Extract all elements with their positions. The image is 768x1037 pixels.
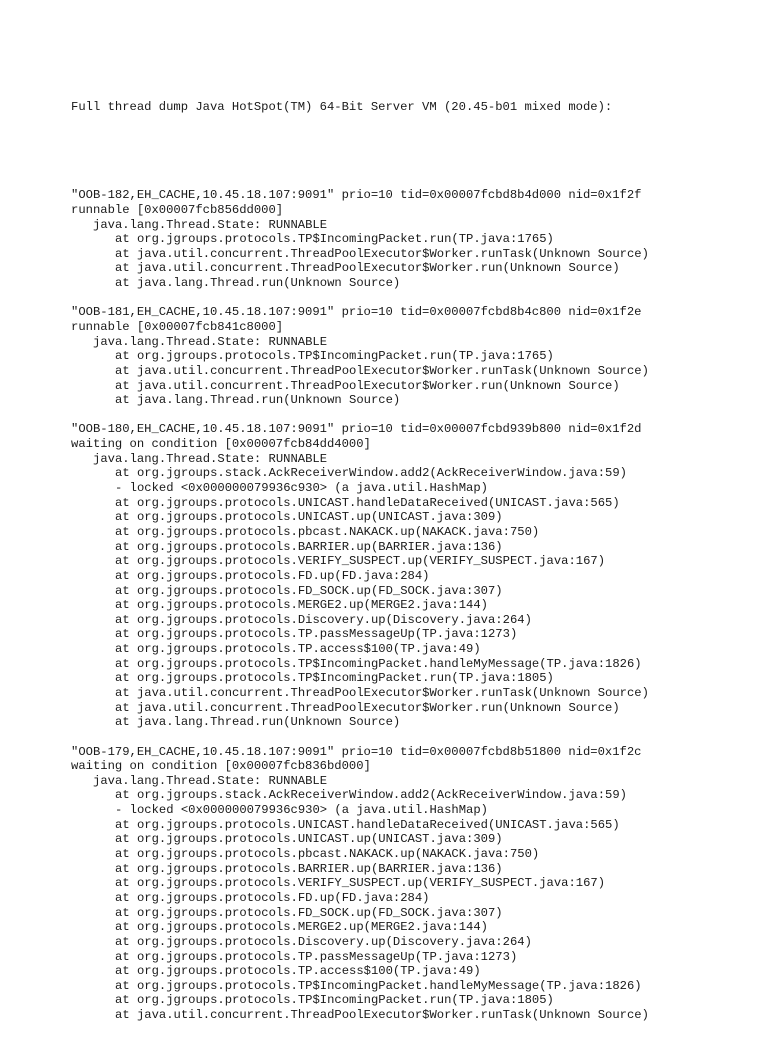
thread-title: "OOB-182,EH_CACHE,10.45.18.107:9091" prio=10 tid=0x00007fcbd8b4d000 nid=0x1f2f bbox=[71, 188, 642, 203]
stack-frame: at java.util.concurrent.ThreadPoolExecutor$Worker.runTask(Unknown Source) bbox=[115, 246, 649, 261]
stack-frame: at org.jgroups.protocols.TP$IncomingPacket.run(TP.java:1805) bbox=[115, 993, 554, 1008]
stack-frame: - locked <0x000000079936c930> (a java.util.HashMap) bbox=[115, 803, 488, 818]
stack-frame: at org.jgroups.protocols.VERIFY_SUSPECT.up(VERIFY_SUSPECT.java:167) bbox=[115, 876, 606, 891]
spacer bbox=[71, 730, 761, 745]
spacer bbox=[71, 408, 761, 423]
thread-status: runnable [0x00007fcb856dd000] bbox=[71, 202, 284, 217]
thread-state: java.lang.Thread.State: RUNNABLE bbox=[93, 451, 328, 466]
stack-frame: at org.jgroups.protocols.TP$IncomingPacket.handleMyMessage(TP.java:1826) bbox=[115, 656, 642, 671]
thread-title: "OOB-181,EH_CACHE,10.45.18.107:9091" prio=10 tid=0x00007fcbd8b4c800 nid=0x1f2e bbox=[71, 305, 642, 320]
thread-dump-document bbox=[71, 71, 761, 1037]
thread-state: java.lang.Thread.State: RUNNABLE bbox=[93, 334, 328, 349]
stack-frame: at org.jgroups.protocols.TP.passMessageUp(TP.java:1273) bbox=[115, 627, 518, 642]
stack-frame: at org.jgroups.protocols.TP.access$100(TP.java:49) bbox=[115, 642, 481, 657]
stack-frame: at java.lang.Thread.run(Unknown Source) bbox=[115, 715, 401, 730]
stack-frame: at org.jgroups.protocols.TP.passMessageUp(TP.java:1273) bbox=[115, 949, 518, 964]
stack-frame: at org.jgroups.protocols.BARRIER.up(BARRIER.java:136) bbox=[115, 861, 503, 876]
stack-frame: at org.jgroups.protocols.UNICAST.handleDataReceived(UNICAST.java:565) bbox=[115, 817, 620, 832]
stack-frame: at org.jgroups.protocols.Discovery.up(Discovery.java:264) bbox=[115, 934, 532, 949]
stack-frame: at org.jgroups.protocols.FD_SOCK.up(FD_SOCK.java:307) bbox=[115, 905, 503, 920]
thread-title: "OOB-180,EH_CACHE,10.45.18.107:9091" prio=10 tid=0x00007fcbd939b800 nid=0x1f2d bbox=[71, 422, 642, 437]
stack-frame: at org.jgroups.stack.AckReceiverWindow.add2(AckReceiverWindow.java:59) bbox=[115, 788, 627, 803]
stack-frame: at org.jgroups.stack.AckReceiverWindow.add2(AckReceiverWindow.java:59) bbox=[115, 466, 627, 481]
spacer bbox=[71, 291, 761, 306]
stack-frame: at org.jgroups.protocols.MERGE2.up(MERGE2.java:144) bbox=[115, 920, 488, 935]
thread-status: runnable [0x00007fcb841c8000] bbox=[71, 319, 284, 334]
thread-status: waiting on condition [0x00007fcb836bd000] bbox=[71, 759, 371, 774]
stack-frame: at org.jgroups.protocols.VERIFY_SUSPECT.up(VERIFY_SUSPECT.java:167) bbox=[115, 554, 606, 569]
thread-block bbox=[71, 305, 761, 422]
stack-frame: at org.jgroups.protocols.BARRIER.up(BARRIER.java:136) bbox=[115, 539, 503, 554]
stack-frame: at java.util.concurrent.ThreadPoolExecutor$Worker.runTask(Unknown Source) bbox=[115, 1008, 649, 1023]
stack-frame: at org.jgroups.protocols.UNICAST.up(UNICAST.java:309) bbox=[115, 510, 503, 525]
stack-frame: at org.jgroups.protocols.FD_SOCK.up(FD_SOCK.java:307) bbox=[115, 583, 503, 598]
stack-frame: at org.jgroups.protocols.MERGE2.up(MERGE2.java:144) bbox=[115, 598, 488, 613]
dump-header: Full thread dump Java HotSpot(TM) 64-Bit Server VM (20.45-b01 mixed mode): bbox=[71, 100, 613, 115]
thread-list bbox=[71, 188, 761, 1023]
thread-status: waiting on condition [0x00007fcb84dd4000] bbox=[71, 437, 371, 452]
stack-frame: at java.util.concurrent.ThreadPoolExecutor$Worker.run(Unknown Source) bbox=[115, 378, 620, 393]
stack-frame: at org.jgroups.protocols.FD.up(FD.java:284) bbox=[115, 890, 430, 905]
stack-frame: at java.lang.Thread.run(Unknown Source) bbox=[115, 276, 401, 291]
stack-frame: at org.jgroups.protocols.TP$IncomingPacket.run(TP.java:1765) bbox=[115, 349, 554, 364]
stack-frame: at org.jgroups.protocols.FD.up(FD.java:284) bbox=[115, 568, 430, 583]
stack-frame: at org.jgroups.protocols.TP$IncomingPacket.run(TP.java:1805) bbox=[115, 671, 554, 686]
stack-frame: at java.lang.Thread.run(Unknown Source) bbox=[115, 393, 401, 408]
thread-state: java.lang.Thread.State: RUNNABLE bbox=[93, 773, 328, 788]
thread-block bbox=[71, 422, 761, 744]
spacer bbox=[71, 144, 761, 159]
stack-frame: at org.jgroups.protocols.TP$IncomingPacket.handleMyMessage(TP.java:1826) bbox=[115, 978, 642, 993]
stack-frame: at org.jgroups.protocols.Discovery.up(Discovery.java:264) bbox=[115, 612, 532, 627]
stack-frame: at java.util.concurrent.ThreadPoolExecutor$Worker.runTask(Unknown Source) bbox=[115, 363, 649, 378]
stack-frame: at java.util.concurrent.ThreadPoolExecutor$Worker.run(Unknown Source) bbox=[115, 261, 620, 276]
thread-title: "OOB-179,EH_CACHE,10.45.18.107:9091" prio=10 tid=0x00007fcbd8b51800 nid=0x1f2c bbox=[71, 744, 642, 759]
stack-frame: - locked <0x000000079936c930> (a java.util.HashMap) bbox=[115, 481, 488, 496]
stack-frame: at org.jgroups.protocols.TP$IncomingPacket.run(TP.java:1765) bbox=[115, 232, 554, 247]
stack-frame: at java.util.concurrent.ThreadPoolExecutor$Worker.run(Unknown Source) bbox=[115, 700, 620, 715]
stack-frame: at org.jgroups.protocols.UNICAST.handleDataReceived(UNICAST.java:565) bbox=[115, 495, 620, 510]
stack-frame: at org.jgroups.protocols.pbcast.NAKACK.up(NAKACK.java:750) bbox=[115, 847, 540, 862]
thread-block bbox=[71, 188, 761, 305]
stack-frame: at org.jgroups.protocols.TP.access$100(TP.java:49) bbox=[115, 964, 481, 979]
thread-block bbox=[71, 745, 761, 1023]
stack-frame: at org.jgroups.protocols.pbcast.NAKACK.up(NAKACK.java:750) bbox=[115, 524, 540, 539]
thread-state: java.lang.Thread.State: RUNNABLE bbox=[93, 217, 328, 232]
stack-frame: at org.jgroups.protocols.UNICAST.up(UNICAST.java:309) bbox=[115, 832, 503, 847]
stack-frame: at java.util.concurrent.ThreadPoolExecutor$Worker.runTask(Unknown Source) bbox=[115, 686, 649, 700]
